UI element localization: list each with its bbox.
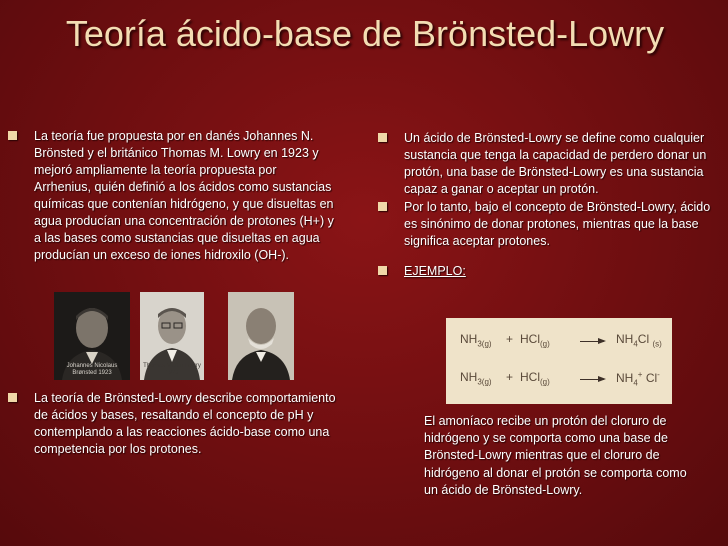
bullet-text: Un ácido de Brönsted-Lowry se define como cualquier sustancia que tenga la capacidad de perdero donar un protón, una base de Brönsted-Lowry es una sustancia capaz a ganar o aceptar un protón. <box>404 131 707 196</box>
right-column <box>378 130 718 280</box>
bullet-proton-donor <box>378 199 718 250</box>
bullet-acid-definition <box>378 130 718 198</box>
example-label: EJEMPLO: <box>404 264 466 278</box>
product-ions: $NH_4^+$ Cl- <box>616 370 660 388</box>
portrait-arrhenius <box>228 292 294 380</box>
product-nh4cl: $NH_4Cl$ $_{(s)}$ <box>616 332 662 349</box>
square-bullet-icon <box>8 131 17 140</box>
bullet-theory-description <box>8 390 336 458</box>
reactant-hcl: HCl$_{(g)}$ <box>520 370 550 387</box>
reaction-arrow-icon <box>580 379 604 380</box>
reaction-row-1 <box>460 332 666 352</box>
bullet-text: La teoría de Brönsted-Lowry describe comportamiento de ácidos y bases, resaltando el concepto de pH y contemplando a las reacciones ácido-base como una competencia por los protones. <box>34 391 336 456</box>
portrait-caption: Thomas Martin Lowry 1923 <box>143 363 201 376</box>
reaction-figure <box>446 318 672 404</box>
bullet-text: Por lo tanto, bajo el concepto de Brönsted-Lowry, ácido es sinónimo de donar protones, mientras que la base significa aceptar protones. <box>404 200 711 248</box>
reaction-arrow-icon <box>580 341 604 342</box>
square-bullet-icon <box>378 133 387 142</box>
portrait-row <box>0 292 340 382</box>
example-explanation: El amoníaco recibe un protón del cloruro de hidrógeno y se comporta como una base de Brönsted-Lowry mientras que el cloruro de hidrógeno al donar el protón se comporta como un ácido de Brönsted-Lowry. <box>424 414 687 497</box>
slide-title: Teoría ácido-base de Brönsted-Lowry <box>65 13 665 54</box>
plus-sign: + <box>506 332 514 346</box>
square-bullet-icon <box>8 393 17 402</box>
portrait-arrhenius-image <box>228 292 294 380</box>
plus-sign: + <box>506 370 514 384</box>
left-column <box>8 128 336 264</box>
left-column-lower <box>8 390 336 458</box>
portrait-lowry <box>140 292 204 380</box>
reactant-hcl: HCl$_{(g)}$ <box>520 332 550 349</box>
square-bullet-icon <box>378 202 387 211</box>
square-bullet-icon <box>378 266 387 275</box>
reactant-nh3: $NH_{3(g)}$ <box>460 332 492 349</box>
reaction-row-2 <box>460 370 666 390</box>
bullet-example <box>378 263 718 280</box>
portrait-bronsted <box>54 292 130 380</box>
reactant-nh3: $NH_{3(g)}$ <box>460 370 492 387</box>
portrait-caption: Johannes Nicolaus Brønsted 1923 <box>66 363 118 376</box>
bullet-theory-origin <box>8 128 336 264</box>
bullet-text: La teoría fue propuesta por en danés Johannes N. Brönsted y el británico Thomas M. Lowry en 1923 y mejoró ampliamente la teoría propuesta por Arrhenius, quién definió a los ácidos como sustancias químicas que contenían hidrógeno, y que disueltas en agua producían una concentración de protones (H+) y a las bases como sustancias que disueltas en agua producían un exceso de iones hidroxilo (OH-). <box>34 129 334 262</box>
